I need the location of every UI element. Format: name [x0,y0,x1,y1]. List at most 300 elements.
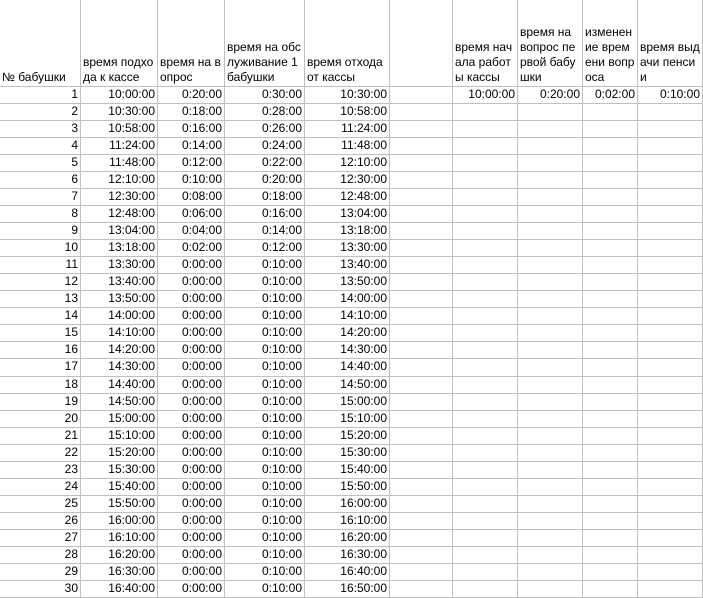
empty-cell[interactable] [583,172,638,189]
table-cell-service[interactable]: 0:18:00 [225,189,305,206]
table-cell-question[interactable]: 0:00:00 [158,274,225,291]
table-cell-leave[interactable]: 12:30:00 [305,172,390,189]
empty-cell[interactable] [638,240,703,257]
table-cell-question[interactable]: 0:00:00 [158,308,225,325]
table-cell-question[interactable]: 0:00:00 [158,325,225,342]
table-cell-question[interactable]: 0:10:00 [158,172,225,189]
table-cell-service[interactable]: 0:10:00 [225,308,305,325]
empty-cell[interactable] [453,206,518,223]
empty-cell[interactable] [583,394,638,411]
table-cell-service[interactable]: 0:10:00 [225,581,305,598]
empty-cell[interactable] [583,206,638,223]
table-cell-service[interactable]: 0:10:00 [225,462,305,479]
empty-cell[interactable] [583,121,638,138]
empty-cell[interactable] [390,121,453,138]
table-cell-leave[interactable]: 14:30:00 [305,342,390,359]
param-question-change[interactable]: 0:02:00 [583,87,638,104]
empty-cell[interactable] [390,223,453,240]
empty-cell[interactable] [453,530,518,547]
table-cell-leave[interactable]: 13:30:00 [305,240,390,257]
empty-cell[interactable] [638,445,703,462]
empty-cell[interactable] [518,274,583,291]
empty-cell[interactable] [390,359,453,377]
table-cell-leave[interactable]: 14:10:00 [305,308,390,325]
empty-cell[interactable] [390,564,453,581]
empty-cell[interactable] [518,564,583,581]
table-cell-question[interactable]: 0:00:00 [158,513,225,530]
empty-cell[interactable] [583,240,638,257]
table-cell-service[interactable]: 0:16:00 [225,206,305,223]
empty-cell[interactable] [390,342,453,359]
empty-cell[interactable] [390,104,453,121]
table-cell-question[interactable]: 0:06:00 [158,206,225,223]
empty-cell[interactable] [390,138,453,155]
empty-cell[interactable] [638,462,703,479]
table-cell-n[interactable]: 9 [0,223,81,240]
empty-cell[interactable] [390,87,453,104]
empty-cell[interactable] [583,291,638,308]
empty-cell[interactable] [453,104,518,121]
empty-cell[interactable] [518,411,583,428]
empty-cell[interactable] [638,513,703,530]
empty-cell[interactable] [518,377,583,394]
table-cell-service[interactable]: 0:28:00 [225,104,305,121]
empty-cell[interactable] [453,394,518,411]
table-cell-arrive[interactable]: 14:00:00 [81,308,158,325]
empty-cell[interactable] [583,274,638,291]
empty-cell[interactable] [518,428,583,445]
table-cell-arrive[interactable]: 13:04:00 [81,223,158,240]
empty-cell[interactable] [390,308,453,325]
table-cell-question[interactable]: 0:00:00 [158,411,225,428]
header-question-change[interactable]: изменение времени вопроса [583,0,638,87]
empty-cell[interactable] [638,138,703,155]
empty-cell[interactable] [390,394,453,411]
table-cell-leave[interactable]: 16:40:00 [305,564,390,581]
empty-cell[interactable] [583,189,638,206]
table-cell-service[interactable]: 0:10:00 [225,377,305,394]
empty-cell[interactable] [518,342,583,359]
empty-cell[interactable] [453,513,518,530]
table-cell-n[interactable]: 22 [0,445,81,462]
empty-cell[interactable] [453,564,518,581]
table-cell-arrive[interactable]: 11:24:00 [81,138,158,155]
empty-cell[interactable] [453,308,518,325]
empty-cell[interactable] [390,155,453,172]
empty-cell[interactable] [390,274,453,291]
table-cell-question[interactable]: 0:00:00 [158,342,225,359]
empty-cell[interactable] [453,121,518,138]
table-cell-question[interactable]: 0:00:00 [158,496,225,513]
empty-cell[interactable] [390,377,453,394]
table-cell-leave[interactable]: 10:58:00 [305,104,390,121]
empty-cell[interactable] [453,547,518,564]
table-cell-leave[interactable]: 10:30:00 [305,87,390,104]
table-cell-service[interactable]: 0:10:00 [225,359,305,377]
table-cell-n[interactable]: 23 [0,462,81,479]
empty-cell[interactable] [638,189,703,206]
empty-cell[interactable] [390,411,453,428]
empty-cell[interactable] [638,325,703,342]
table-cell-arrive[interactable]: 13:30:00 [81,257,158,274]
empty-cell[interactable] [390,581,453,598]
table-cell-leave[interactable]: 15:40:00 [305,462,390,479]
empty-cell[interactable] [638,104,703,121]
empty-cell[interactable] [390,240,453,257]
table-cell-arrive[interactable]: 14:20:00 [81,342,158,359]
table-cell-arrive[interactable]: 12:30:00 [81,189,158,206]
header-first-question-time[interactable]: время на вопрос первой бабушки [518,0,583,87]
empty-cell[interactable] [583,445,638,462]
empty-cell[interactable] [453,240,518,257]
empty-cell[interactable] [638,121,703,138]
table-cell-n[interactable]: 6 [0,172,81,189]
table-cell-leave[interactable]: 14:00:00 [305,291,390,308]
header-question-time[interactable]: время на вопрос [158,0,225,87]
empty-cell[interactable] [518,547,583,564]
empty-cell[interactable] [583,564,638,581]
empty-cell[interactable] [518,155,583,172]
table-cell-question[interactable]: 0:00:00 [158,445,225,462]
empty-cell[interactable] [583,325,638,342]
empty-cell[interactable] [518,172,583,189]
empty-cell[interactable] [518,513,583,530]
table-cell-question[interactable]: 0:00:00 [158,479,225,496]
empty-cell[interactable] [390,530,453,547]
table-cell-n[interactable]: 13 [0,291,81,308]
table-cell-arrive[interactable]: 12:48:00 [81,206,158,223]
table-cell-service[interactable]: 0:10:00 [225,496,305,513]
empty-cell[interactable] [453,257,518,274]
empty-cell[interactable] [583,138,638,155]
empty-cell[interactable] [638,257,703,274]
empty-cell[interactable] [453,445,518,462]
table-cell-service[interactable]: 0:10:00 [225,411,305,428]
table-cell-n[interactable]: 1 [0,87,81,104]
table-cell-question[interactable]: 0:00:00 [158,564,225,581]
table-cell-leave[interactable]: 16:30:00 [305,547,390,564]
table-cell-arrive[interactable]: 16:30:00 [81,564,158,581]
table-cell-arrive[interactable]: 13:18:00 [81,240,158,257]
table-cell-arrive[interactable]: 15:00:00 [81,411,158,428]
table-cell-question[interactable]: 0:18:00 [158,104,225,121]
param-first-question-time[interactable]: 0:20:00 [518,87,583,104]
empty-cell[interactable] [453,581,518,598]
table-cell-arrive[interactable]: 15:10:00 [81,428,158,445]
header-pension-time[interactable]: время выдачи пенсии [638,0,703,87]
empty-cell[interactable] [390,206,453,223]
empty-cell[interactable] [518,138,583,155]
table-cell-leave[interactable]: 15:20:00 [305,428,390,445]
table-cell-n[interactable]: 5 [0,155,81,172]
table-cell-service[interactable]: 0:10:00 [225,445,305,462]
table-cell-service[interactable]: 0:10:00 [225,394,305,411]
empty-cell[interactable] [390,479,453,496]
table-cell-question[interactable]: 0:20:00 [158,87,225,104]
empty-cell[interactable] [583,257,638,274]
header-arrival-time[interactable]: время подхода к кассе [81,0,158,87]
table-cell-service[interactable]: 0:10:00 [225,342,305,359]
empty-cell[interactable] [453,342,518,359]
table-cell-n[interactable]: 7 [0,189,81,206]
empty-cell[interactable] [638,547,703,564]
empty-cell[interactable] [390,513,453,530]
empty-cell[interactable] [583,496,638,513]
empty-cell[interactable] [583,462,638,479]
table-cell-arrive[interactable]: 12:10:00 [81,172,158,189]
empty-cell[interactable] [638,223,703,240]
empty-cell[interactable] [638,342,703,359]
empty-cell[interactable] [453,496,518,513]
table-cell-arrive[interactable]: 15:50:00 [81,496,158,513]
table-cell-service[interactable]: 0:14:00 [225,223,305,240]
table-cell-n[interactable]: 12 [0,274,81,291]
empty-cell[interactable] [638,530,703,547]
empty-cell[interactable] [583,155,638,172]
table-cell-arrive[interactable]: 10:00:00 [81,87,158,104]
param-start-time[interactable]: 10:00:00 [453,87,518,104]
header-empty[interactable] [390,0,453,87]
table-cell-service[interactable]: 0:10:00 [225,530,305,547]
empty-cell[interactable] [583,547,638,564]
table-cell-service[interactable]: 0:10:00 [225,325,305,342]
empty-cell[interactable] [638,172,703,189]
table-cell-n[interactable]: 25 [0,496,81,513]
table-cell-arrive[interactable]: 16:40:00 [81,581,158,598]
empty-cell[interactable] [453,155,518,172]
table-cell-question[interactable]: 0:08:00 [158,189,225,206]
table-cell-arrive[interactable]: 15:30:00 [81,462,158,479]
empty-cell[interactable] [638,155,703,172]
table-cell-question[interactable]: 0:00:00 [158,428,225,445]
empty-cell[interactable] [518,325,583,342]
table-cell-leave[interactable]: 15:30:00 [305,445,390,462]
table-cell-service[interactable]: 0:24:00 [225,138,305,155]
empty-cell[interactable] [453,189,518,206]
header-start-time[interactable]: время начала работы кассы [453,0,518,87]
empty-cell[interactable] [638,377,703,394]
table-cell-leave[interactable]: 12:10:00 [305,155,390,172]
empty-cell[interactable] [638,206,703,223]
table-cell-arrive[interactable]: 13:40:00 [81,274,158,291]
header-service-time[interactable]: время на обслуживание 1 бабушки [225,0,305,87]
table-cell-arrive[interactable]: 14:50:00 [81,394,158,411]
header-number[interactable]: № бабушки [0,0,81,87]
table-cell-leave[interactable]: 13:50:00 [305,274,390,291]
table-cell-service[interactable]: 0:10:00 [225,547,305,564]
empty-cell[interactable] [453,291,518,308]
table-cell-arrive[interactable]: 10:58:00 [81,121,158,138]
table-cell-arrive[interactable]: 15:20:00 [81,445,158,462]
table-cell-arrive[interactable]: 16:10:00 [81,530,158,547]
empty-cell[interactable] [638,428,703,445]
table-cell-leave[interactable]: 16:20:00 [305,530,390,547]
empty-cell[interactable] [390,291,453,308]
empty-cell[interactable] [518,496,583,513]
empty-cell[interactable] [390,496,453,513]
table-cell-question[interactable]: 0:00:00 [158,581,225,598]
table-cell-n[interactable]: 11 [0,257,81,274]
table-cell-question[interactable]: 0:00:00 [158,291,225,308]
empty-cell[interactable] [453,479,518,496]
table-cell-n[interactable]: 2 [0,104,81,121]
table-cell-n[interactable]: 29 [0,564,81,581]
empty-cell[interactable] [518,308,583,325]
table-cell-service[interactable]: 0:10:00 [225,479,305,496]
table-cell-arrive[interactable]: 11:48:00 [81,155,158,172]
empty-cell[interactable] [583,411,638,428]
empty-cell[interactable] [638,564,703,581]
empty-cell[interactable] [583,223,638,240]
empty-cell[interactable] [583,342,638,359]
table-cell-service[interactable]: 0:10:00 [225,274,305,291]
table-cell-n[interactable]: 28 [0,547,81,564]
table-cell-n[interactable]: 27 [0,530,81,547]
empty-cell[interactable] [453,462,518,479]
table-cell-arrive[interactable]: 15:40:00 [81,479,158,496]
empty-cell[interactable] [453,223,518,240]
table-cell-arrive[interactable]: 13:50:00 [81,291,158,308]
empty-cell[interactable] [390,172,453,189]
table-cell-n[interactable]: 14 [0,308,81,325]
table-cell-question[interactable]: 0:02:00 [158,240,225,257]
table-cell-leave[interactable]: 14:40:00 [305,359,390,377]
empty-cell[interactable] [518,291,583,308]
empty-cell[interactable] [390,325,453,342]
empty-cell[interactable] [518,104,583,121]
empty-cell[interactable] [583,428,638,445]
table-cell-arrive[interactable]: 14:40:00 [81,377,158,394]
table-cell-leave[interactable]: 13:18:00 [305,223,390,240]
table-cell-leave[interactable]: 15:10:00 [305,411,390,428]
header-departure-time[interactable]: время отхода от кассы [305,0,390,87]
table-cell-leave[interactable]: 14:50:00 [305,377,390,394]
param-pension-time[interactable]: 0:10:00 [638,87,703,104]
table-cell-arrive[interactable]: 14:30:00 [81,359,158,377]
table-cell-n[interactable]: 30 [0,581,81,598]
table-cell-question[interactable]: 0:00:00 [158,462,225,479]
empty-cell[interactable] [583,479,638,496]
table-cell-service[interactable]: 0:10:00 [225,291,305,308]
table-cell-leave[interactable]: 11:24:00 [305,121,390,138]
empty-cell[interactable] [518,257,583,274]
empty-cell[interactable] [583,530,638,547]
table-cell-leave[interactable]: 16:50:00 [305,581,390,598]
table-cell-arrive[interactable]: 10:30:00 [81,104,158,121]
table-cell-service[interactable]: 0:10:00 [225,428,305,445]
empty-cell[interactable] [638,274,703,291]
table-cell-n[interactable]: 21 [0,428,81,445]
empty-cell[interactable] [638,496,703,513]
empty-cell[interactable] [518,445,583,462]
table-cell-n[interactable]: 15 [0,325,81,342]
empty-cell[interactable] [518,359,583,377]
table-cell-question[interactable]: 0:12:00 [158,155,225,172]
empty-cell[interactable] [518,223,583,240]
table-cell-leave[interactable]: 15:00:00 [305,394,390,411]
table-cell-leave[interactable]: 11:48:00 [305,138,390,155]
empty-cell[interactable] [453,428,518,445]
table-cell-arrive[interactable]: 16:20:00 [81,547,158,564]
empty-cell[interactable] [518,530,583,547]
empty-cell[interactable] [390,462,453,479]
table-cell-arrive[interactable]: 16:00:00 [81,513,158,530]
empty-cell[interactable] [638,479,703,496]
table-cell-question[interactable]: 0:00:00 [158,257,225,274]
empty-cell[interactable] [453,172,518,189]
table-cell-service[interactable]: 0:10:00 [225,564,305,581]
table-cell-question[interactable]: 0:04:00 [158,223,225,240]
empty-cell[interactable] [583,581,638,598]
empty-cell[interactable] [390,257,453,274]
table-cell-question[interactable]: 0:00:00 [158,530,225,547]
table-cell-n[interactable]: 20 [0,411,81,428]
empty-cell[interactable] [518,462,583,479]
table-cell-question[interactable]: 0:00:00 [158,377,225,394]
table-cell-leave[interactable]: 13:40:00 [305,257,390,274]
empty-cell[interactable] [390,547,453,564]
table-cell-n[interactable]: 3 [0,121,81,138]
table-cell-n[interactable]: 24 [0,479,81,496]
empty-cell[interactable] [453,359,518,377]
table-cell-service[interactable]: 0:12:00 [225,240,305,257]
empty-cell[interactable] [583,377,638,394]
empty-cell[interactable] [583,359,638,377]
empty-cell[interactable] [518,394,583,411]
empty-cell[interactable] [453,377,518,394]
empty-cell[interactable] [453,325,518,342]
empty-cell[interactable] [518,121,583,138]
table-cell-n[interactable]: 17 [0,359,81,377]
empty-cell[interactable] [518,240,583,257]
table-cell-n[interactable]: 19 [0,394,81,411]
table-cell-arrive[interactable]: 14:10:00 [81,325,158,342]
table-cell-service[interactable]: 0:10:00 [225,513,305,530]
empty-cell[interactable] [518,206,583,223]
table-cell-n[interactable]: 10 [0,240,81,257]
empty-cell[interactable] [518,581,583,598]
table-cell-n[interactable]: 26 [0,513,81,530]
empty-cell[interactable] [638,359,703,377]
table-cell-question[interactable]: 0:00:00 [158,359,225,377]
empty-cell[interactable] [638,308,703,325]
table-cell-leave[interactable]: 15:50:00 [305,479,390,496]
table-cell-leave[interactable]: 16:10:00 [305,513,390,530]
table-cell-n[interactable]: 16 [0,342,81,359]
table-cell-n[interactable]: 8 [0,206,81,223]
table-cell-leave[interactable]: 16:00:00 [305,496,390,513]
empty-cell[interactable] [390,189,453,206]
table-cell-leave[interactable]: 14:20:00 [305,325,390,342]
table-cell-question[interactable]: 0:16:00 [158,121,225,138]
table-cell-question[interactable]: 0:14:00 [158,138,225,155]
empty-cell[interactable] [518,479,583,496]
table-cell-service[interactable]: 0:20:00 [225,172,305,189]
table-cell-leave[interactable]: 12:48:00 [305,189,390,206]
empty-cell[interactable] [583,104,638,121]
table-cell-service[interactable]: 0:10:00 [225,257,305,274]
empty-cell[interactable] [453,274,518,291]
table-cell-question[interactable]: 0:00:00 [158,394,225,411]
empty-cell[interactable] [453,411,518,428]
table-cell-service[interactable]: 0:22:00 [225,155,305,172]
table-cell-n[interactable]: 18 [0,377,81,394]
empty-cell[interactable] [638,581,703,598]
empty-cell[interactable] [390,445,453,462]
table-cell-question[interactable]: 0:00:00 [158,547,225,564]
empty-cell[interactable] [390,428,453,445]
table-cell-n[interactable]: 4 [0,138,81,155]
